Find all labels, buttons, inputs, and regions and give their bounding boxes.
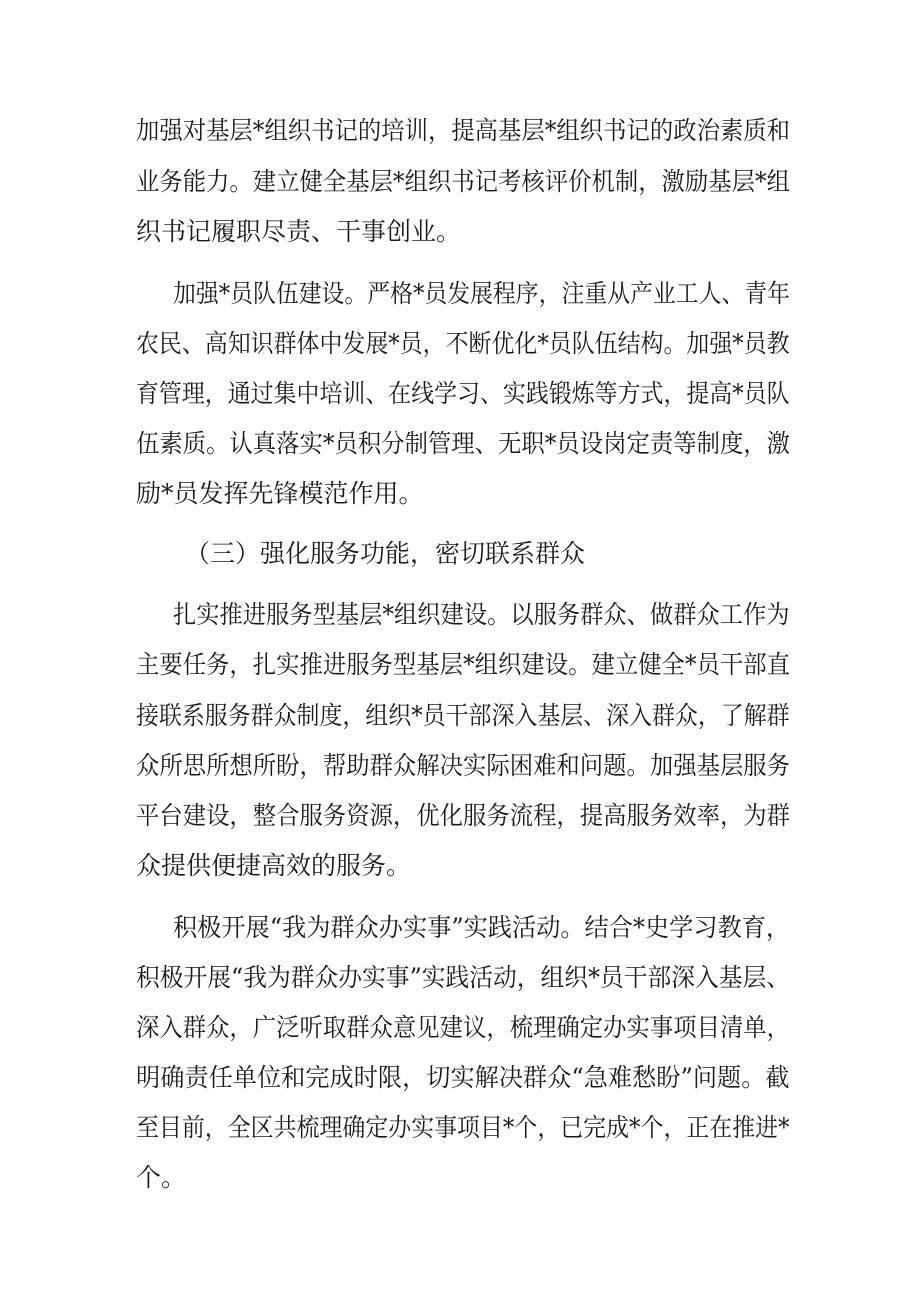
text-line: 个。: [136, 1163, 187, 1192]
text-line: 明确责任单位和完成时限，切实解决群众“急难愁盼”问题。截: [136, 1063, 790, 1092]
text-line: 农民、高知识群体中发展*员，不断优化*员队伍结构。加强*员教: [136, 329, 790, 358]
text-line: 扎实推进服务型基层*组织建设。以服务群众、做群众工作为: [173, 600, 790, 629]
text-line: 接联系服务群众制度，组织*员干部深入基层、深入群众，了解群: [136, 701, 790, 730]
text-line: 加强*员队伍建设。严格*员发展程序，注重从产业工人、青年: [173, 279, 791, 308]
text-line: 伍素质。认真落实*员积分制管理、无职*员设岗定责等制度，激: [136, 429, 791, 458]
text-line: 积极开展“我为群众办实事”实践活动，组织*员干部深入基层、: [136, 963, 791, 992]
text-line: 织书记履职尽责、干事创业。: [136, 217, 462, 246]
text-line: 主要任务，扎实推进服务型基层*组织建设。建立健全*员干部直: [136, 650, 791, 679]
text-line: 至目前，全区共梳理确定办实事项目*个，已完成*个，正在推进*: [136, 1113, 790, 1142]
text-line: 众提供便捷高效的服务。: [136, 851, 412, 880]
text-line: 众所思所想所盼，帮助群众解决实际困难和问题。加强基层服务: [136, 751, 791, 780]
text-line: 育管理，通过集中培训、在线学习、实践锻炼等方式，提高*员队: [136, 379, 790, 408]
text-line: 加强对基层*组织书记的培训，提高基层*组织书记的政治素质和: [136, 116, 791, 145]
text-line: 深入群众，广泛听取群众意见建议，梳理确定办实事项目清单，: [136, 1013, 791, 1042]
text-line: 励*员发挥先锋模范作用。: [136, 479, 424, 508]
section-heading-text: （三）强化服务功能，密切联系群众: [185, 539, 586, 568]
text-line: 业务能力。建立健全基层*组织书记考核评价机制，激励基层*组: [136, 167, 791, 196]
text-line: 积极开展“我为群众办实事”实践活动。结合*史学习教育，: [173, 913, 791, 942]
text-line: 平台建设，整合服务资源，优化服务流程，提高服务效率，为群: [136, 801, 791, 830]
